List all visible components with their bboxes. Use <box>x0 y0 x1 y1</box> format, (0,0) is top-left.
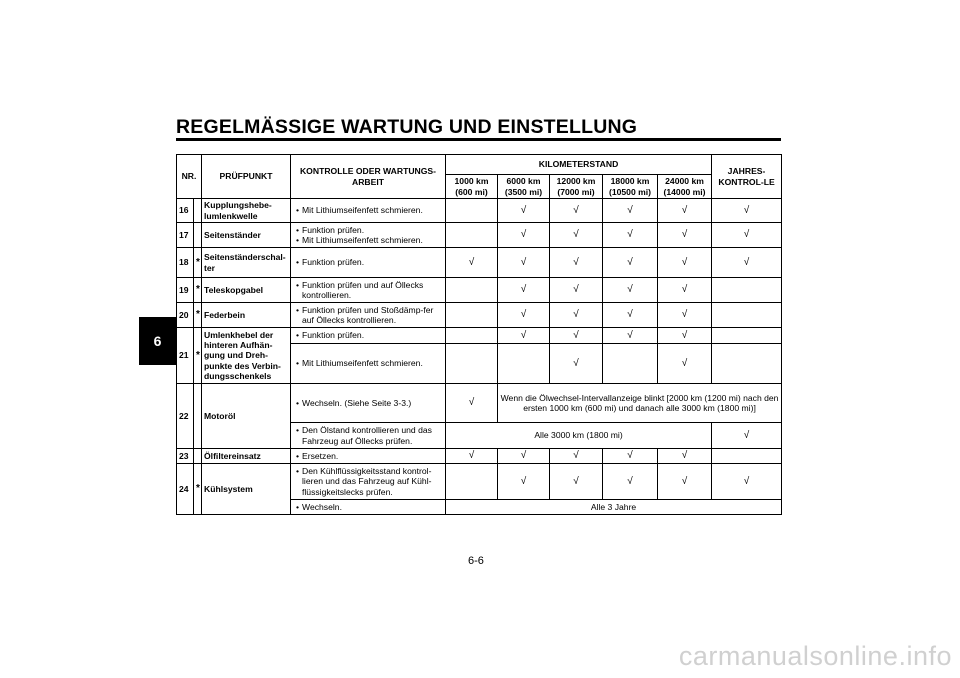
row-check: √ <box>603 303 658 328</box>
row-check <box>603 344 658 384</box>
action-text: • Funktion prüfen. <box>293 225 443 235</box>
interval-note: Alle 3000 km (1800 mi) <box>446 423 712 449</box>
row-check: √ <box>498 223 550 248</box>
row-check: √ <box>550 328 603 344</box>
row-nr: 23 <box>177 449 194 464</box>
row-check: √ <box>603 449 658 464</box>
row-action <box>291 384 446 423</box>
header-nr: NR. <box>177 155 202 199</box>
row-check: √ <box>550 449 603 464</box>
row-check: √ <box>658 248 712 278</box>
action-text: • Den Ölstand kontrollieren und das Fahrzeug auf Öllecks prüfen. <box>293 425 443 445</box>
row-star <box>194 223 202 248</box>
row-item: Umlenkhebel der hinteren Aufhän-gung und Dreh-punkte des Verbin-dungsschenkels <box>202 328 291 384</box>
row-item: Motoröl <box>202 384 291 449</box>
row-item: Seitenständerschal-ter <box>202 248 291 278</box>
action-text: • Funktion prüfen und Stoßdämp-fer auf Öllecks kontrollieren. <box>293 305 443 325</box>
row-check: √ <box>550 278 603 303</box>
row-check: √ <box>658 303 712 328</box>
row-item: Federbein <box>202 303 291 328</box>
row-star: * <box>194 328 202 384</box>
row-star <box>194 199 202 223</box>
row-check: √ <box>498 464 550 500</box>
interval-note: Wenn die Ölwechsel-Intervallanzeige blinkt [2000 km (1200 mi) nach den ersten 1000 km (600 mi) und danach alle 3000 km (1800 mi)] <box>498 384 782 423</box>
row-check: √ <box>550 223 603 248</box>
row-nr: 21 <box>177 328 194 384</box>
row-check: √ <box>658 464 712 500</box>
row-nr: 17 <box>177 223 194 248</box>
action-text: • Den Kühlflüssigkeitsstand kontrol-lieren und das Fahrzeug auf Kühl-flüssigkeitslecks prüfen. <box>293 466 443 496</box>
row-check <box>446 223 498 248</box>
row-check: √ <box>446 248 498 278</box>
row-check <box>446 344 498 384</box>
header-km4: 18000 km (10500 mi) <box>603 175 658 199</box>
table-row <box>177 384 782 423</box>
row-item: Ölfiltereinsatz <box>202 449 291 464</box>
table-row <box>177 449 782 464</box>
row-star: * <box>194 303 202 328</box>
row-check: √ <box>658 278 712 303</box>
maintenance-table <box>176 154 782 515</box>
row-check: √ <box>498 248 550 278</box>
row-check: √ <box>550 344 603 384</box>
row-check: √ <box>550 199 603 223</box>
row-star <box>194 384 202 449</box>
table-row <box>177 464 782 500</box>
row-check: √ <box>603 199 658 223</box>
row-check: √ <box>658 344 712 384</box>
row-action <box>291 278 446 303</box>
row-check: √ <box>712 464 782 500</box>
header-item: PRÜFPUNKT <box>202 155 291 199</box>
header-action: KONTROLLE ODER WARTUNGS-ARBEIT <box>291 155 446 199</box>
row-action <box>291 248 446 278</box>
page-number: 6-6 <box>468 555 484 567</box>
table-row <box>177 278 782 303</box>
row-action <box>291 199 446 223</box>
table-row <box>177 248 782 278</box>
table-row <box>177 303 782 328</box>
row-check: √ <box>498 278 550 303</box>
action-text: • Mit Lithiumseifenfett schmieren. <box>293 235 443 245</box>
row-action <box>291 344 446 384</box>
row-check: √ <box>550 464 603 500</box>
header-km3: 12000 km (7000 mi) <box>550 175 603 199</box>
action-text: • Ersetzen. <box>293 451 443 461</box>
title-rule <box>176 138 781 141</box>
action-text: • Funktion prüfen und auf Öllecks kontrollieren. <box>293 280 443 300</box>
row-check: √ <box>712 199 782 223</box>
row-item: Teleskopgabel <box>202 278 291 303</box>
row-check <box>712 449 782 464</box>
row-nr: 18 <box>177 248 194 278</box>
row-action <box>291 464 446 500</box>
row-check <box>446 278 498 303</box>
row-action <box>291 303 446 328</box>
row-check: √ <box>603 464 658 500</box>
row-check: √ <box>603 248 658 278</box>
row-star: * <box>194 464 202 515</box>
row-check <box>712 328 782 344</box>
action-text: • Mit Lithiumseifenfett schmieren. <box>293 358 443 368</box>
table-row <box>177 223 782 248</box>
row-star <box>194 449 202 464</box>
row-action <box>291 223 446 248</box>
row-check: √ <box>498 199 550 223</box>
action-text: • Wechseln. <box>293 502 443 512</box>
header-km-group: KILOMETERSTAND <box>446 155 712 175</box>
row-item: Seitenständer <box>202 223 291 248</box>
watermark: carmanualsonline.info <box>678 641 952 671</box>
row-check: √ <box>712 223 782 248</box>
row-star: * <box>194 248 202 278</box>
row-check: √ <box>658 199 712 223</box>
row-action <box>291 449 446 464</box>
row-nr: 24 <box>177 464 194 515</box>
row-check: √ <box>550 303 603 328</box>
row-check: √ <box>658 328 712 344</box>
row-check <box>712 303 782 328</box>
header-annual: JAHRES-KONTROL-LE <box>712 155 782 199</box>
page-title: REGELMÄSSIGE WARTUNG UND EINSTELLUNG <box>176 116 638 138</box>
row-check: √ <box>498 303 550 328</box>
row-nr: 20 <box>177 303 194 328</box>
row-check: √ <box>446 449 498 464</box>
row-check: √ <box>550 248 603 278</box>
row-check <box>446 303 498 328</box>
row-check: √ <box>498 328 550 344</box>
header-km1: 1000 km (600 mi) <box>446 175 498 199</box>
row-check <box>446 328 498 344</box>
action-text: • Wechseln. (Siehe Seite 3-3.) <box>293 398 443 408</box>
header-km2: 6000 km (3500 mi) <box>498 175 550 199</box>
row-check: √ <box>603 278 658 303</box>
row-action <box>291 423 446 449</box>
interval-note: Alle 3 Jahre <box>446 500 782 515</box>
row-check: √ <box>603 223 658 248</box>
row-check: √ <box>712 423 782 449</box>
chapter-tab: 6 <box>139 317 176 365</box>
row-check: √ <box>446 384 498 423</box>
row-nr: 19 <box>177 278 194 303</box>
action-text: • Mit Lithiumseifenfett schmieren. <box>293 205 443 215</box>
row-action <box>291 328 446 344</box>
row-check <box>446 199 498 223</box>
row-check: √ <box>498 449 550 464</box>
action-text: • Funktion prüfen. <box>293 257 443 267</box>
row-check: √ <box>603 328 658 344</box>
row-check: √ <box>658 223 712 248</box>
row-check <box>712 278 782 303</box>
row-star: * <box>194 278 202 303</box>
row-check <box>498 344 550 384</box>
action-text: • Funktion prüfen. <box>293 330 443 340</box>
row-check: √ <box>658 449 712 464</box>
row-nr: 16 <box>177 199 194 223</box>
row-item: Kupplungshebe-lumlenkwelle <box>202 199 291 223</box>
row-nr: 22 <box>177 384 194 449</box>
row-check: √ <box>712 248 782 278</box>
row-item: Kühlsystem <box>202 464 291 515</box>
header-km5: 24000 km (14000 mi) <box>658 175 712 199</box>
row-check <box>446 464 498 500</box>
row-action <box>291 500 446 515</box>
row-check <box>712 344 782 384</box>
table-row <box>177 328 782 344</box>
table-row <box>177 199 782 223</box>
